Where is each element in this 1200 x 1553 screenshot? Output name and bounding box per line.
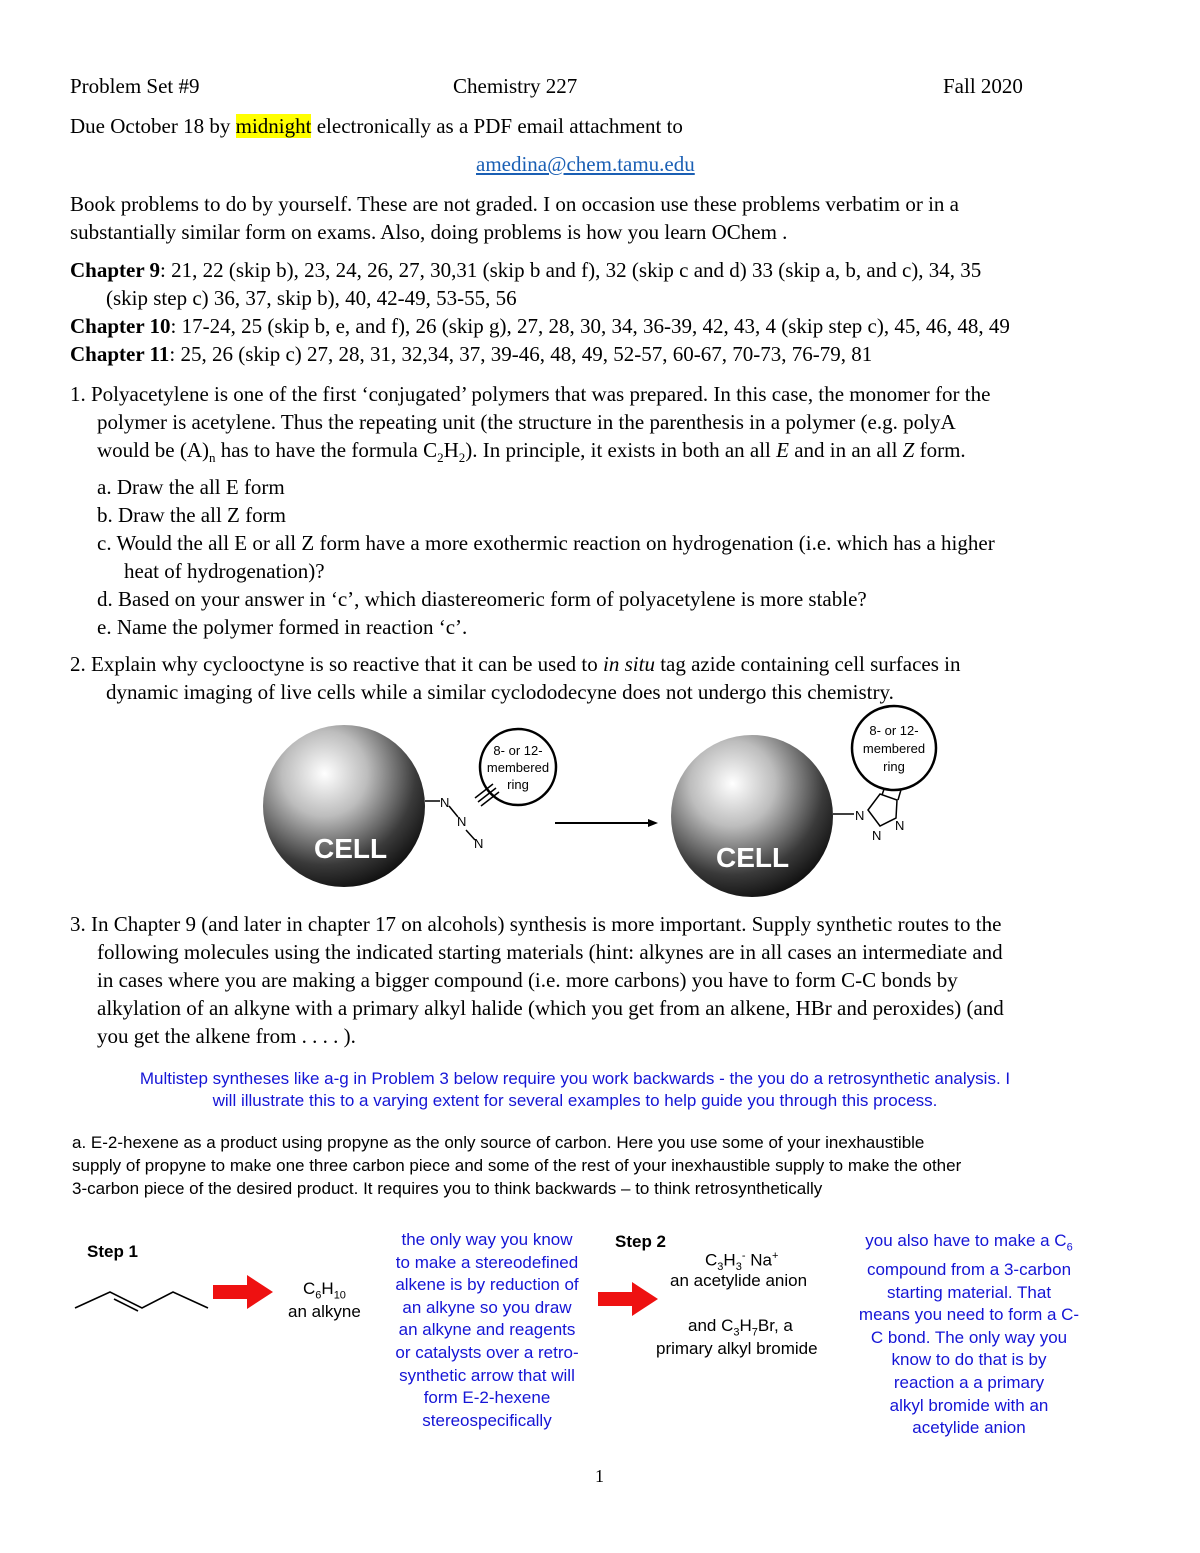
acetylide-formula: $C_3H_3^-$ Na+ (705, 1250, 779, 1274)
header-center: Chemistry 227 (453, 74, 578, 98)
cell-label-left: CELL (314, 833, 388, 864)
chapter-11: Chapter 11: 25, 26 (skip c) 27, 28, 31, 32,34, 37, 39-46, 48, 49, 52-57, 60-67, 70-73, 76-79, 81 (70, 342, 873, 366)
q1-line-3: would be $(A)_n$ has to have the formula $C_2H_2$). In principle, it exists in both an all E and in an all Z form. (97, 438, 966, 466)
cell-figure (250, 700, 970, 910)
chapter-9-cont: (skip step c) 36, 37, skip b), 40, 42-49, 53-55, 56 (106, 286, 517, 310)
red-arrow-1 (213, 1274, 275, 1310)
c6h10-formula: $C_6H_{10}$ (303, 1279, 346, 1302)
part-a-line-2: supply of propyne to make one three carbon piece and some of the rest of your inexhaustible supply to make the other (72, 1156, 962, 1175)
q3-line-5: you get the alkene from . . . . ). (97, 1024, 356, 1048)
note-line-2: will illustrate this to a varying extent for several examples to help guide you through this process. (212, 1091, 938, 1110)
part-a-line-1: a. E-2-hexene as a product using propyne as the only source of carbon. Here you use some of your inexhaustible (72, 1133, 925, 1152)
q3-line-3: in cases where you are making a bigger compound (i.e. more carbons) you have to form C-C bonds by (97, 968, 958, 992)
due-line: Due October 18 by midnight electronically as a PDF email attachment to (70, 114, 683, 138)
chapter-10: Chapter 10: 17-24, 25 (skip b, e, and f), 26 (skip g), 27, 28, 30, 34, 36-39, 42, 43, 4 (skip step c), 45, 46, 48, 49 (70, 314, 1010, 338)
triazole-n1: N (855, 808, 865, 823)
svg-text:8- or 12-: 8- or 12- (869, 723, 919, 738)
bromide-formula: and $C_3H_7Br$, a (688, 1316, 793, 1339)
red-arrow-2 (598, 1281, 660, 1317)
q3-line-1: 3. In Chapter 9 (and later in chapter 17 on alcohols) synthesis is more important. Supply synthetic routes to the (70, 912, 1002, 936)
triazole-n3: N (895, 818, 905, 833)
cell-label-right: CELL (716, 842, 790, 873)
note-line-1: Multistep syntheses like a-g in Problem 3 below require you work backwards - the you do a retrosynthetic analysis. I (139, 1069, 1011, 1088)
part-a-line-3: 3-carbon piece of the desired product. It requires you to think backwards – to think retrosynthetically (72, 1179, 823, 1198)
email-link[interactable]: amedina@chem.tamu.edu (476, 152, 695, 176)
svg-text:8- or 12-: 8- or 12- (493, 743, 543, 758)
q1-line-2: polymer is acetylene. Thus the repeating unit (the structure in the parenthesis in a polymer (e.g. polyA (97, 410, 956, 434)
triazole-n2: N (872, 828, 882, 843)
header-left: Problem Set #9 (70, 74, 200, 98)
page-number: 1 (595, 1466, 604, 1486)
q1-item-e: e. Name the polymer formed in reaction ‘c’. (97, 615, 468, 639)
explanation-1: the only way you know to make a stereodefined alkene is by reduction of an alkyne so you draw an alkyne and reagents or catalysts over a retro- synthetic arrow that will form E-2-hexene stereospecifically (395, 1230, 579, 1430)
azide-n2: N (457, 814, 467, 829)
q3-line-4: alkylation of an alkyne with a primary alkyl halide (which you get from an alkene, HBr and peroxides) (and (97, 996, 1004, 1020)
step-2-label: Step 2 (615, 1232, 667, 1251)
chapter-9: Chapter 9: 21, 22 (skip b), 23, 24, 26, 27, 30,31 (skip b and f), 32 (skip c and d) 33 (skip a, b, and c), 34, 35 (70, 258, 982, 282)
q2-line-1: 2. Explain why cyclooctyne is so reactive that it can be used to in situ tag azide containing cell surfaces in (70, 652, 961, 676)
azide-n3: N (474, 836, 484, 851)
step-1-label: Step 1 (87, 1242, 139, 1261)
q3-line-2: following molecules using the indicated starting materials (hint: alkynes are in all cases an intermediate and (97, 940, 1003, 964)
hexene-structure (70, 1278, 215, 1328)
svg-text:membered: membered (486, 760, 550, 775)
q2-line-2: dynamic imaging of live cells while a similar cyclododecyne does not undergo this chemistry. (106, 680, 894, 704)
acetylide-label: an acetylide anion (670, 1271, 808, 1290)
q1-line-1: 1. Polyacetylene is one of the first ‘conjugated’ polymers that was prepared. In this case, the monomer for the (70, 382, 991, 406)
bromide-label: primary alkyl bromide (656, 1339, 818, 1358)
azide-n1: N (440, 795, 450, 810)
explanation-2: you also have to make a $C_6$ compound from a 3-carbon starting material. That means you need to form a C- C bond. The only way you know to do that is by reaction a a primary alkyl bromide with an acetylide anion (858, 1231, 1080, 1438)
q1-item-d: d. Based on your answer in ‘c’, which diastereomeric form of polyacetylene is more stable? (97, 587, 867, 611)
q1-item-c-cont: heat of hydrogenation)? (124, 559, 325, 583)
intro-line-2: substantially similar form on exams. Also, doing problems is how you learn OChem . (70, 220, 788, 244)
q1-item-c: c. Would the all E or all Z form have a more exothermic reaction on hydrogenation (i.e. which has a higher (97, 531, 995, 555)
q1-item-a: a. Draw the all E form (97, 475, 285, 499)
svg-text:ring: ring (507, 777, 529, 792)
due-highlight: midnight (235, 114, 312, 138)
c6h10-label: an alkyne (288, 1302, 361, 1321)
svg-text:membered: membered (862, 741, 926, 756)
q1-item-b: b. Draw the all Z form (97, 503, 286, 527)
svg-text:ring: ring (883, 759, 905, 774)
header-right: Fall 2020 (943, 74, 1023, 98)
intro-line-1: Book problems to do by yourself. These are not graded. I on occasion use these problems verbatim or in a (70, 192, 959, 216)
